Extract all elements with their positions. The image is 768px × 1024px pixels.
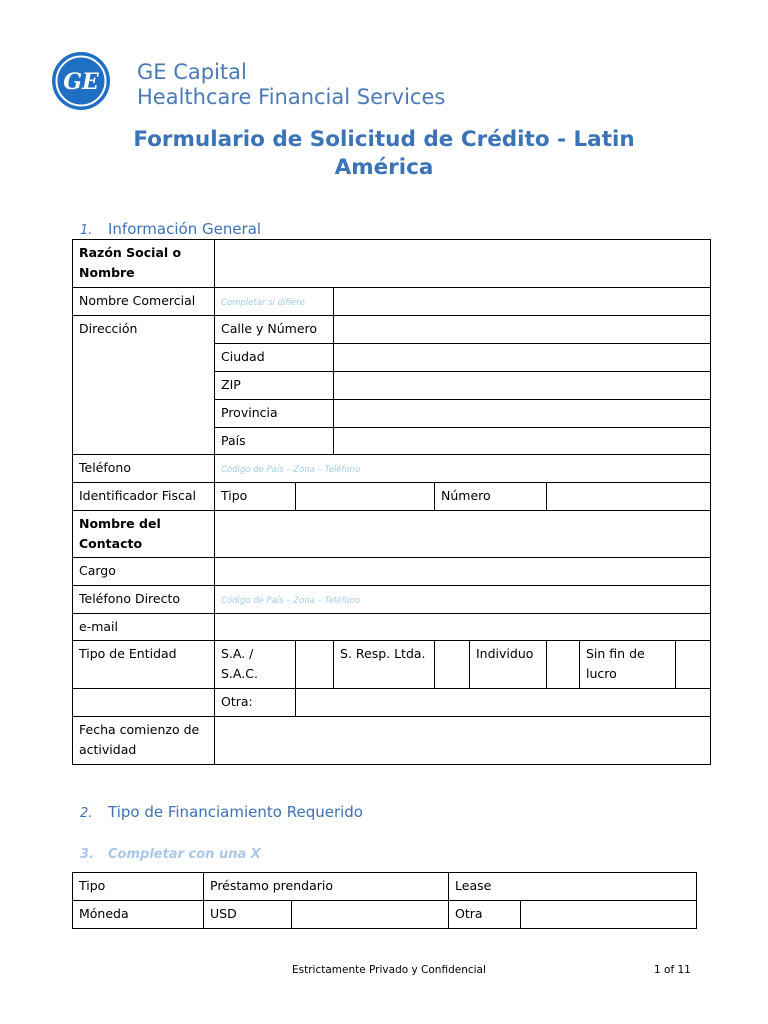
telefono-directo-field[interactable] bbox=[215, 586, 711, 614]
general-info-table bbox=[72, 239, 711, 765]
prestamo-option[interactable]: Préstamo prendario bbox=[204, 873, 449, 901]
otra-label: Otra: bbox=[215, 689, 296, 717]
nombre-contacto-label: Nombre del Contacto bbox=[73, 511, 215, 558]
calle-label: Calle y Número bbox=[215, 316, 334, 344]
nombre-comercial-hint: Completar si difiere bbox=[221, 298, 305, 308]
entity-option-srl: S. Resp. Ltda. bbox=[334, 641, 435, 689]
nombre-comercial-hint-cell bbox=[215, 288, 334, 316]
usd-label: USD bbox=[204, 901, 292, 929]
razon-social-field[interactable] bbox=[215, 240, 711, 288]
nombre-contacto-field[interactable] bbox=[215, 511, 711, 558]
ge-logo-icon bbox=[51, 51, 111, 111]
logo-text: GE bbox=[63, 69, 99, 95]
razon-social-label: Razón Social o Nombre bbox=[73, 240, 215, 288]
footer-page-number: 1 of 11 bbox=[654, 964, 691, 976]
nombre-comercial-label: Nombre Comercial bbox=[73, 288, 215, 316]
provincia-label: Provincia bbox=[215, 400, 334, 428]
numero-label: Número bbox=[435, 483, 547, 511]
telefono-label: Teléfono bbox=[73, 455, 215, 483]
nombre-comercial-field[interactable] bbox=[334, 288, 711, 316]
section-2-heading bbox=[80, 803, 363, 821]
fecha-comienzo-label: Fecha comienzo de actividad bbox=[73, 717, 215, 765]
otra-moneda-label: Otra bbox=[449, 901, 521, 929]
telefono-directo-hint: Código de País – Zona – Teléfono bbox=[221, 596, 361, 606]
telefono-directo-label: Teléfono Directo bbox=[73, 586, 215, 614]
ciudad-label: Ciudad bbox=[215, 344, 334, 372]
tipo-entidad-label: Tipo de Entidad bbox=[73, 641, 215, 689]
telefono-field[interactable] bbox=[215, 455, 711, 483]
calle-field[interactable] bbox=[334, 316, 711, 344]
direccion-label: Dirección bbox=[73, 316, 215, 455]
identificador-fiscal-label: Identificador Fiscal bbox=[73, 483, 215, 511]
provincia-field[interactable] bbox=[334, 400, 711, 428]
zip-field[interactable] bbox=[334, 372, 711, 400]
entity-checkbox-sa[interactable] bbox=[296, 641, 334, 689]
ciudad-field[interactable] bbox=[334, 344, 711, 372]
otra-moneda-field[interactable] bbox=[521, 901, 697, 929]
company-name bbox=[137, 60, 445, 110]
moneda-label: Móneda bbox=[73, 901, 204, 929]
section-2-title: Tipo de Financiamiento Requerido bbox=[108, 803, 363, 821]
entity-option-individuo: Individuo bbox=[470, 641, 547, 689]
section-3-number: 3. bbox=[80, 847, 94, 862]
section-3-title: Completar con una X bbox=[108, 847, 261, 862]
email-field[interactable] bbox=[215, 614, 711, 641]
financing-tipo-label: Tipo bbox=[73, 873, 204, 901]
company-line-1: GE Capital bbox=[137, 60, 247, 84]
cargo-label: Cargo bbox=[73, 558, 215, 586]
page-title: Formulario de Solicitud de Crédito - Latin América bbox=[133, 127, 635, 180]
entity-checkbox-srl[interactable] bbox=[435, 641, 470, 689]
otra-field[interactable] bbox=[296, 689, 711, 717]
company-line-2: Healthcare Financial Services bbox=[137, 85, 446, 109]
section-1-number: 1. bbox=[80, 223, 93, 238]
entity-option-sin-fin: Sin fin de lucro bbox=[580, 641, 676, 689]
telefono-hint: Código de País – Zona – Teléfono bbox=[221, 465, 361, 475]
pais-field[interactable] bbox=[334, 428, 711, 455]
usd-field[interactable] bbox=[292, 901, 449, 929]
lease-option[interactable]: Lease bbox=[449, 873, 697, 901]
footer-confidential: Estrictamente Privado y Confidencial bbox=[292, 964, 486, 976]
section-1-heading bbox=[80, 220, 261, 238]
section-1-title: Información General bbox=[108, 220, 262, 238]
cargo-field[interactable] bbox=[215, 558, 711, 586]
numero-field[interactable] bbox=[547, 483, 711, 511]
pais-label: País bbox=[215, 428, 334, 455]
email-label: e-mail bbox=[73, 614, 215, 641]
zip-label: ZIP bbox=[215, 372, 334, 400]
entity-option-sa: S.A. / S.A.C. bbox=[215, 641, 296, 689]
section-3-heading bbox=[80, 847, 261, 862]
tipo-label: Tipo bbox=[215, 483, 296, 511]
entity-checkbox-individuo[interactable] bbox=[547, 641, 580, 689]
otra-empty-label bbox=[73, 689, 215, 717]
section-2-number: 2. bbox=[80, 806, 93, 821]
financing-table bbox=[72, 872, 697, 929]
fecha-comienzo-field[interactable] bbox=[215, 717, 711, 765]
entity-checkbox-sin-fin[interactable] bbox=[676, 641, 711, 689]
tipo-field[interactable] bbox=[296, 483, 435, 511]
